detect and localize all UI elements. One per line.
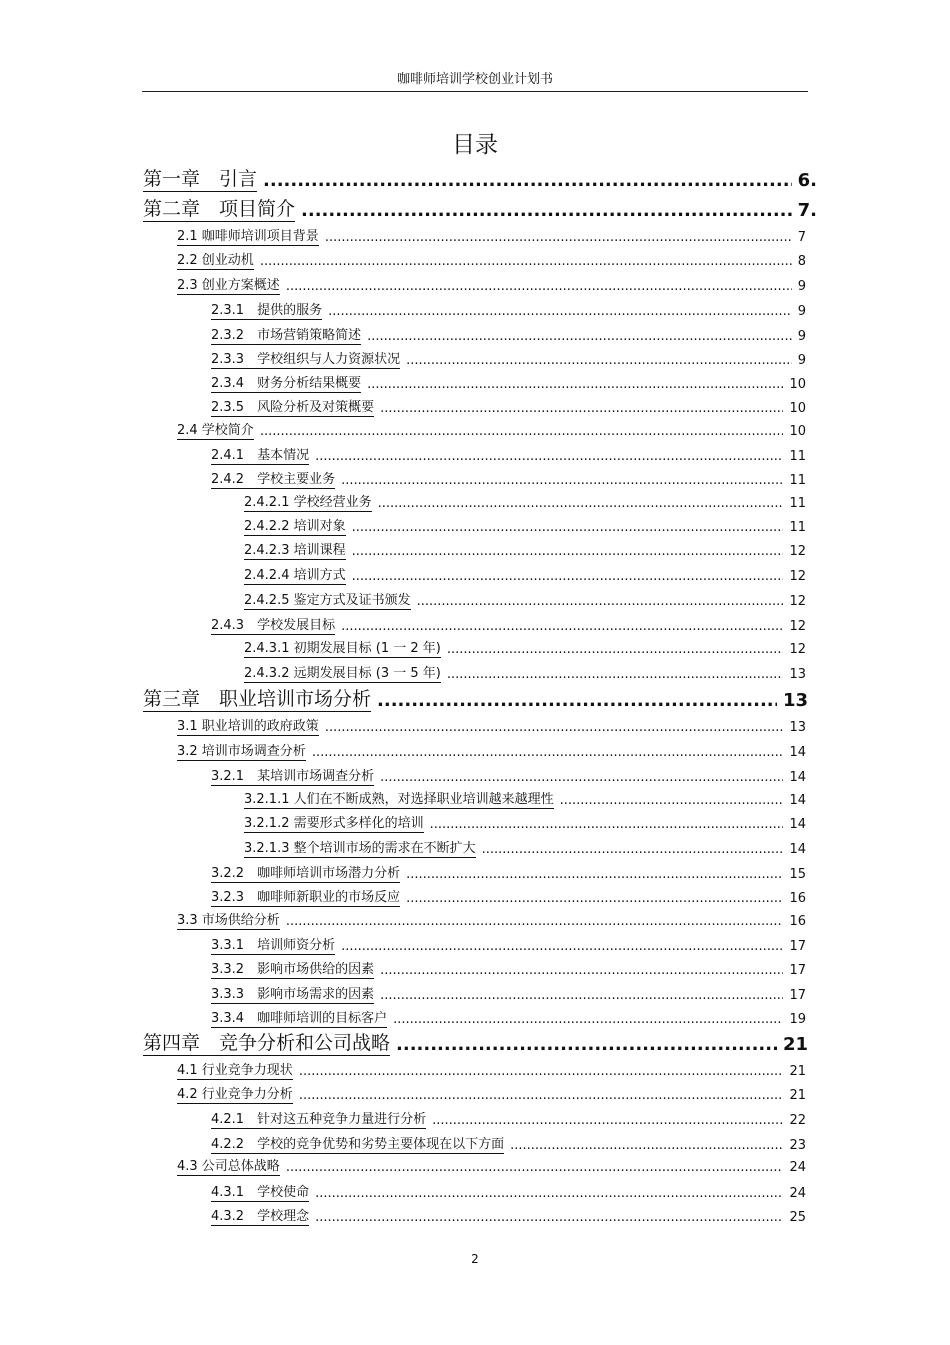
toc-page-number: 22 [789,1113,806,1129]
toc-leader-dots [380,964,783,979]
toc-entry-link[interactable]: 4.3.1 学校使命 [211,1185,310,1201]
toc-leader-dots [299,1065,784,1080]
toc-entry-link[interactable]: 2.4.2.1 学校经营业务 [244,495,372,511]
toc-leader-dots [417,595,784,610]
toc-entry [177,422,806,440]
toc-page-number: 11 [789,473,806,489]
toc-entry-link[interactable]: 3.3 市场供给分析 [177,913,280,929]
toc-entry [211,1111,806,1129]
toc-entry [211,617,806,635]
toc-entry-link[interactable]: 2.3.2 市场营销策略简述 [211,328,362,344]
toc-entry-link[interactable]: 2.3.5 风险分析及对策概要 [211,400,375,416]
toc-page-number: 24 [789,1186,806,1202]
toc-entry [211,327,806,345]
toc-entry [211,375,806,393]
toc-leader-dots [341,474,783,489]
toc-leader-dots [299,1089,784,1104]
toc-page-number: 24 [789,1160,806,1176]
toc-entry [177,1086,806,1104]
toc-page-number: 12 [789,642,806,658]
toc-page-number: 17 [789,939,806,955]
toc-entry-link[interactable]: 4.1 行业竞争力现状 [177,1063,293,1079]
toc-page-number: 16 [789,891,806,907]
toc-page-number: 13 [789,720,806,736]
toc-page-number: 12 [789,594,806,610]
toc-entry-link[interactable]: 3.2.1 某培训市场调查分析 [211,769,375,785]
toc-entry-link[interactable]: 3.2 培训市场调查分析 [177,744,306,760]
toc-entry [211,447,806,465]
toc-entry-link[interactable]: 2.4.3 学校发展目标 [211,618,336,634]
toc-entry [244,567,806,585]
toc-entry [177,718,806,736]
toc-entry-link[interactable]: 2.4.2.3 培训课程 [244,543,346,559]
toc-entry-link[interactable]: 4.2.2 学校的竞争优势和劣势主要体现在以下方面 [211,1137,505,1153]
toc-entry-link[interactable]: 2.4.3.2 远期发展目标 (3 一 5 年) [244,666,441,682]
toc-page-number: 12 [789,619,806,635]
toc-leader-dots [352,521,784,536]
toc-entry-link[interactable]: 第四章 竞争分析和公司战略 [143,1032,391,1055]
toc-leader-dots [312,746,784,761]
toc-page-number: 23 [789,1138,806,1154]
toc-entry [211,768,806,786]
toc-page-number: 10 [789,377,806,393]
toc-title: 目录 [452,132,498,158]
toc-leader-dots [367,378,783,393]
toc-page-number: 9 [797,329,806,345]
toc-page-number: 15 [789,867,806,883]
toc-page-number: 11 [789,496,806,512]
toc-page-number: 9 [797,304,806,320]
toc-entry-link[interactable]: 2.1 咖啡师培训项目背景 [177,229,319,245]
toc-entry-link[interactable]: 3.2.3 咖啡师新职业的市场反应 [211,890,401,906]
toc-leader-dots [380,989,783,1004]
toc-entry [177,277,806,295]
toc-entry-link[interactable]: 2.4.2 学校主要业务 [211,472,336,488]
toc-entry-link[interactable]: 第一章 引言 [143,168,258,191]
toc-leader-dots [406,892,783,907]
toc-entry [244,518,806,536]
toc-leader-dots [432,1114,783,1129]
toc-page-number: 14 [789,842,806,858]
toc-chapter-entry [143,168,817,192]
toc-page-number: 14 [789,793,806,809]
toc-chapter-entry [143,688,808,712]
toc-leader-dots [341,940,783,955]
toc-page-number: 19 [789,1012,806,1028]
toc-entry [211,937,806,955]
toc-page-number: 6. [797,170,817,192]
toc-entry-link[interactable]: 3.2.1.2 需要形式多样化的培训 [244,816,424,832]
toc-page-number: 11 [789,520,806,536]
toc-entry-link[interactable]: 3.2.1.3 整个培训市场的需求在不断扩大 [244,841,476,857]
page-number: 2 [471,1252,479,1266]
toc-page-number: 7 [797,230,806,246]
toc-page-number: 12 [789,569,806,585]
toc-entry [211,1184,806,1202]
toc-page-number: 10 [789,424,806,440]
toc-page-number: 21 [789,1088,806,1104]
toc-entry [211,961,806,979]
toc-entry [211,1208,806,1226]
toc-entry [211,302,806,320]
toc-entry-link[interactable]: 2.3.1 提供的服务 [211,303,323,319]
toc-leader-dots [510,1139,783,1154]
toc-leader-dots [447,643,784,658]
toc-leader-dots [560,794,784,809]
toc-entry [177,743,806,761]
toc-entry [177,1158,806,1176]
toc-leader-dots [263,171,792,192]
toc-entry-link[interactable]: 4.3 公司总体战略 [177,1159,280,1175]
toc-page-number: 10 [789,401,806,417]
toc-entry [244,640,806,658]
toc-leader-dots [325,721,784,736]
toc-page-number: 11 [789,449,806,465]
toc-entry [244,815,806,833]
toc-entry-link[interactable]: 4.3.2 学校理念 [211,1209,310,1225]
toc-page-number: 7. [797,200,817,222]
toc-entry [244,665,806,683]
toc-leader-dots [328,305,792,320]
toc-entry-link[interactable]: 2.4 学校简介 [177,423,254,439]
toc-leader-dots [377,691,777,712]
toc-entry-link[interactable]: 2.4.3.1 初期发展目标 (1 一 2 年) [244,641,441,657]
toc-entry-link[interactable]: 3.3.4 咖啡师培训的目标客户 [211,1011,388,1027]
toc-entry-link[interactable]: 3.3.1 培训师资分析 [211,938,336,954]
toc-entry [177,1062,806,1080]
toc-entry [177,912,806,930]
toc-entry-link[interactable]: 4.2 行业竞争力分析 [177,1087,293,1103]
toc-entry-link[interactable]: 2.3 创业方案概述 [177,278,280,294]
toc-page-number: 8 [797,254,806,270]
toc-leader-dots [393,1013,783,1028]
toc-entry-link[interactable]: 3.2.1.1 人们在不断成熟，对选择职业培训越来越理性 [244,792,554,808]
toc-leader-dots [367,330,792,345]
toc-leader-dots [286,915,784,930]
toc-entry [244,542,806,560]
toc-leader-dots [406,354,792,369]
toc-entry [211,889,806,907]
toc-leader-dots [286,1161,784,1176]
toc-entry-link[interactable]: 2.4.1 基本情况 [211,448,310,464]
toc-leader-dots [396,1035,777,1056]
toc-leader-dots [315,1211,783,1226]
toc-entry-link[interactable]: 2.4.2.5 鉴定方式及证书颁发 [244,593,411,609]
toc-entry-link[interactable]: 第二章 项目简介 [143,198,296,221]
toc-entry-link[interactable]: 2.4.2.2 培训对象 [244,519,346,535]
toc-entry [244,494,806,512]
toc-page-number: 12 [789,544,806,560]
toc-entry-link[interactable]: 2.2 创业动机 [177,253,254,269]
toc-entry-link[interactable]: 第三章 职业培训市场分析 [143,688,372,711]
toc-leader-dots [430,818,784,833]
toc-entry [211,986,806,1004]
toc-leader-dots [341,620,783,635]
toc-leader-dots [260,425,784,440]
toc-page-number: 17 [789,988,806,1004]
toc-page-number: 14 [789,770,806,786]
toc-leader-dots [406,868,783,883]
toc-entry [211,351,806,369]
toc-entry [244,791,806,809]
toc-leader-dots [380,771,783,786]
toc-entry-link[interactable]: 3.3.3 影响市场需求的因素 [211,987,375,1003]
toc-entry-link[interactable]: 3.2.2 咖啡师培训市场潜力分析 [211,866,401,882]
toc-entry [244,592,806,610]
toc-leader-dots [352,570,784,585]
toc-entry-link[interactable]: 3.3.2 影响市场供给的因素 [211,962,375,978]
toc-leader-dots [447,668,784,683]
running-header: 咖啡师培训学校创业计划书 [396,72,553,87]
toc-entry [244,840,806,858]
toc-leader-dots [482,843,784,858]
toc-page-number: 25 [789,1210,806,1226]
toc-entry [211,865,806,883]
toc-chapter-entry [143,198,817,222]
toc-leader-dots [380,402,783,417]
toc-page-number: 9 [797,353,806,369]
toc-page-number: 21 [782,1034,808,1056]
toc-page-number: 13 [789,667,806,683]
toc-entry-link[interactable]: 2.3.4 财务分析结果概要 [211,376,362,392]
toc-entry-link[interactable]: 4.2.1 针对这五种竞争力量进行分析 [211,1112,427,1128]
toc-page-number: 14 [789,745,806,761]
toc-entry [211,1010,806,1028]
toc-entry [211,399,806,417]
toc-entry [177,228,806,246]
toc-leader-dots [260,255,792,270]
toc-page-number: 13 [782,690,808,712]
toc-chapter-entry [143,1032,808,1056]
toc-leader-dots [378,497,784,512]
toc-leader-dots [301,201,792,222]
toc-entry-link[interactable]: 2.3.3 学校组织与人力资源状况 [211,352,401,368]
toc-entry-link[interactable]: 2.4.2.4 培训方式 [244,568,346,584]
toc-leader-dots [352,545,784,560]
toc-leader-dots [325,231,792,246]
toc-page-number: 17 [789,963,806,979]
toc-entry [211,1136,806,1154]
toc-page-number: 21 [789,1064,806,1080]
toc-page-number: 16 [789,914,806,930]
toc-leader-dots [315,1187,783,1202]
toc-entry [177,252,806,270]
toc-page-number: 14 [789,817,806,833]
toc-leader-dots [315,450,783,465]
toc-leader-dots [286,280,792,295]
toc-entry [211,471,806,489]
toc-entry-link[interactable]: 3.1 职业培训的政府政策 [177,719,319,735]
toc-page-number: 9 [797,279,806,295]
